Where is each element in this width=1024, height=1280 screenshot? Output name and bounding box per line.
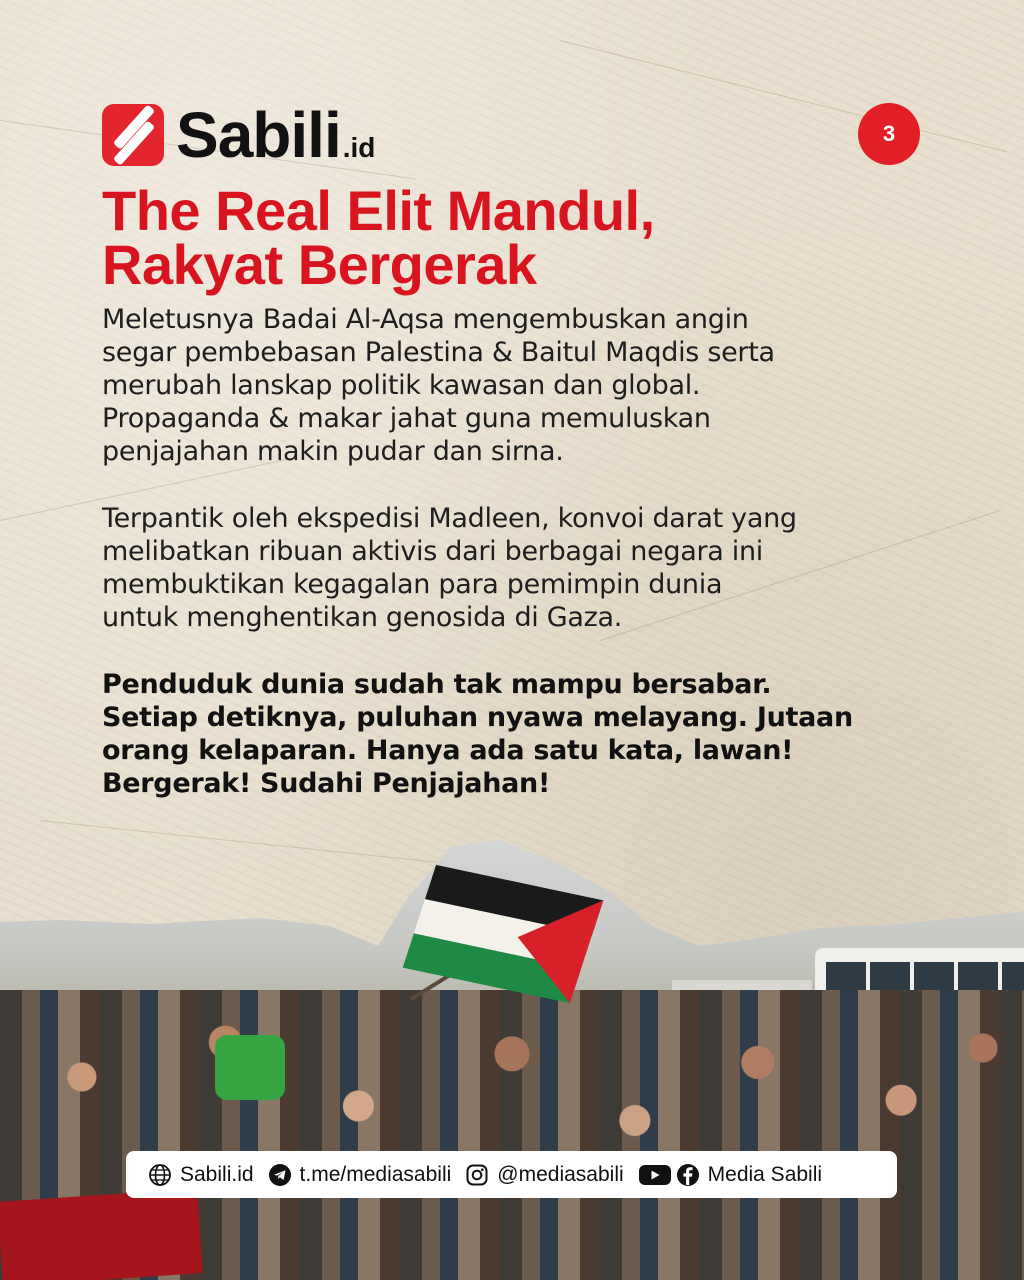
youtube-facebook-label: Media Sabili [707, 1162, 823, 1186]
telegram-icon [268, 1163, 292, 1187]
sabili-logo-icon [102, 104, 164, 166]
paragraph-line: Penduduk dunia sudah tak mampu bersabar. [102, 669, 772, 700]
social-links-bar [126, 1151, 897, 1198]
website-label: Sabili.id [180, 1162, 254, 1186]
paragraph-line: Setiap detiknya, puluhan nyawa melayang. Jutaan [102, 702, 853, 733]
headline-line: Rakyat Bergerak [102, 233, 537, 296]
brand-logo [102, 99, 376, 171]
paragraph-line: membuktikan kegagalan para pemimpin dunia [102, 569, 723, 600]
telegram-link[interactable] [268, 1163, 452, 1187]
paragraph-line: segar pembebasan Palestina & Baitul Maqdis serta [102, 337, 775, 368]
paragraph-line: Meletusnya Badai Al-Aqsa mengembuskan angin [102, 304, 749, 335]
telegram-label: t.me/mediasabili [299, 1162, 452, 1186]
instagram-icon [465, 1163, 489, 1187]
paragraph-line: untuk menghentikan genosida di Gaza. [102, 602, 623, 633]
headline-line: The Real Elit Mandul, [102, 179, 655, 242]
youtube-icon [638, 1163, 672, 1187]
paragraph-intro [102, 303, 775, 468]
photo-child [215, 1035, 285, 1100]
page-number-badge: 3 [858, 103, 920, 165]
photo-red-banner [0, 1188, 203, 1280]
paper-crease [560, 40, 1007, 152]
website-link[interactable] [148, 1163, 254, 1187]
youtube-facebook-link[interactable] [638, 1163, 822, 1187]
brand-suffix: .id [342, 132, 376, 163]
paragraph-line: penjajahan makin pudar dan sirna. [102, 436, 564, 467]
paragraph-line: Terpantik oleh ekspedisi Madleen, konvoi darat yang [102, 503, 797, 534]
paragraph-madleen [102, 502, 797, 634]
brand-name: Sabili [176, 99, 341, 171]
paragraph-line: orang kelaparan. Hanya ada satu kata, lawan! [102, 735, 794, 766]
instagram-link[interactable] [465, 1163, 623, 1187]
paragraph-call-to-action [102, 668, 853, 800]
paragraph-line: Bergerak! Sudahi Penjajahan! [102, 768, 550, 799]
headline [102, 179, 655, 296]
globe-icon [148, 1163, 172, 1187]
instagram-label: @mediasabili [497, 1162, 624, 1186]
paragraph-line: Propaganda & makar jahat guna memuluskan [102, 403, 711, 434]
photo-bus-windows [826, 962, 1024, 992]
paragraph-line: merubah lanskap politik kawasan dan global. [102, 370, 701, 401]
paragraph-line: melibatkan ribuan aktivis dari berbagai negara ini [102, 536, 764, 567]
facebook-icon [676, 1163, 700, 1187]
